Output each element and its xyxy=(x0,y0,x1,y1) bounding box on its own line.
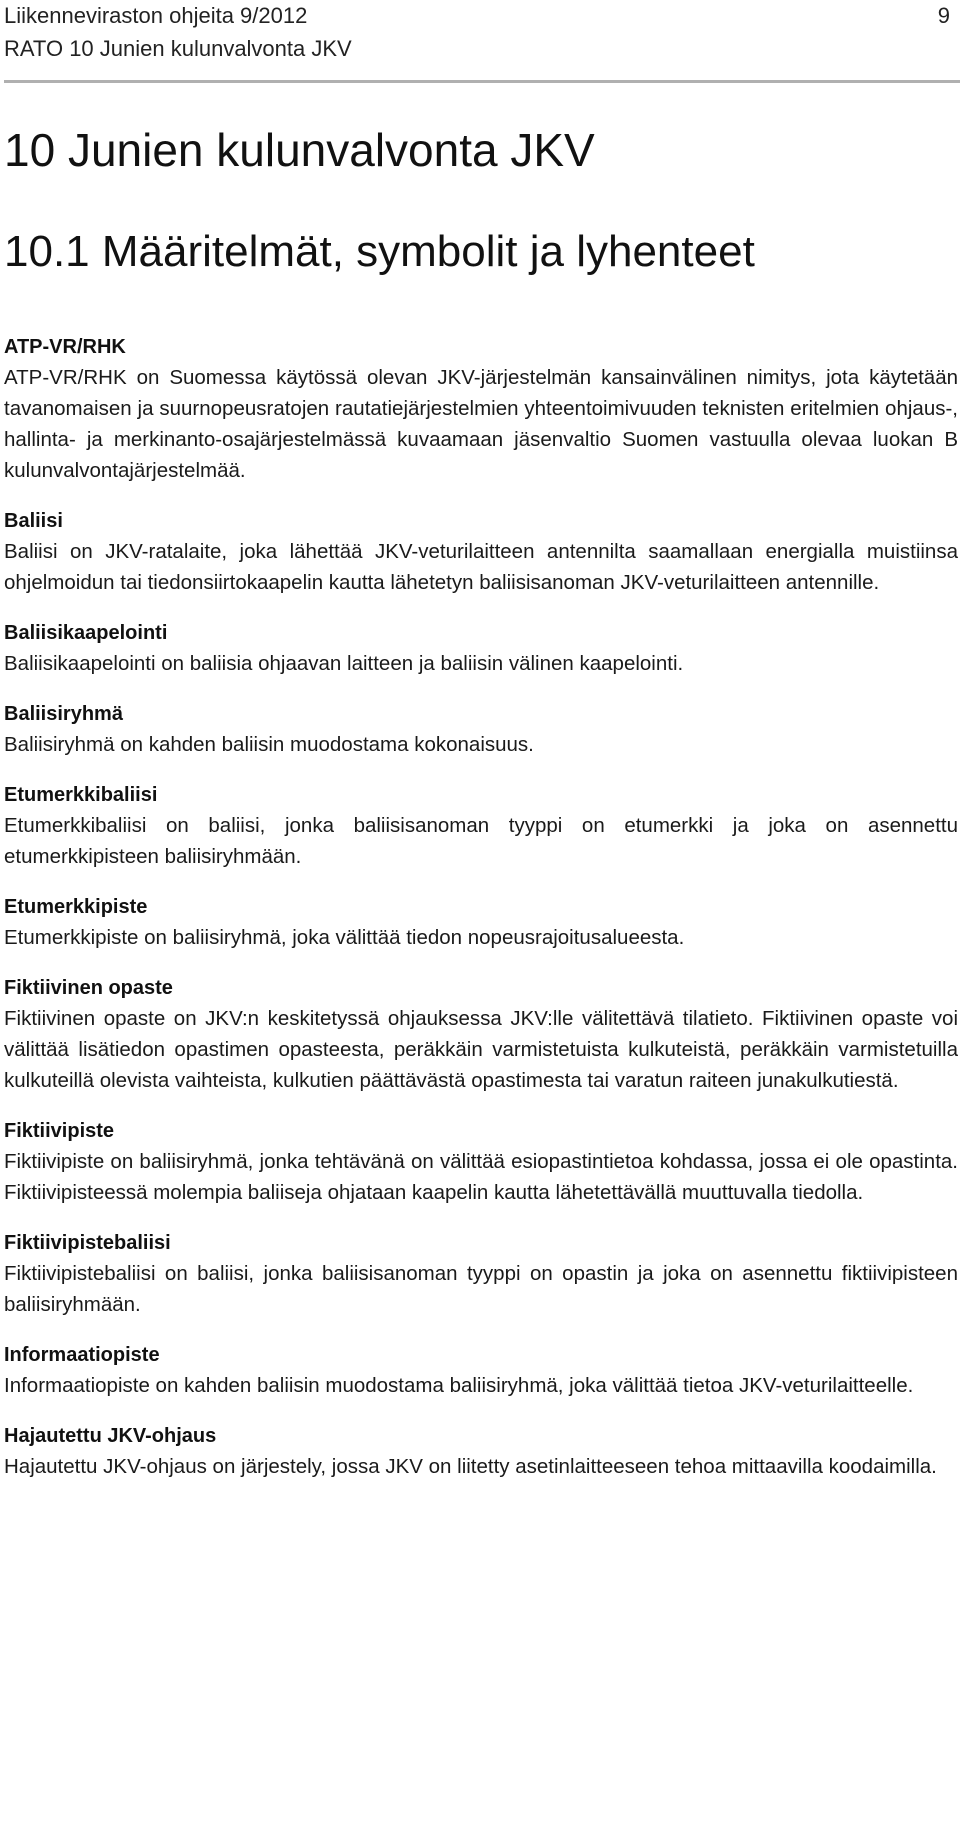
header-divider xyxy=(4,80,960,83)
running-header xyxy=(4,2,954,78)
definition-text: Baliisi on JKV-ratalaite, joka lähettää JKV-veturilaitteen antennilta saamallaan energialla muistiinsa ohjelmoidun tai tiedonsiirtokaapelin kautta lähetetyn baliisisanoman JKV-veturilaitteen antennille. xyxy=(4,540,958,594)
definition-text: Fiktiivinen opaste on JKV:n keskitetyssä ohjauksessa JKV:lle välitettävä tilatieto. Fiktiivinen opaste voi välittää lisätiedon opastimen opasteesta, peräkkäin varmistetuista kulkuteistä, peräkkäin varmistetuilla kulkuteillä olevista vaihteista, kulkutien päättävästä opastimesta tai varatun raiteen junakulkutiestä. xyxy=(4,1007,958,1092)
definition-text: Baliisikaapelointi on baliisia ohjaavan laitteen ja baliisin välinen kaapelointi. xyxy=(4,652,684,675)
definition-term: Etumerkkipiste xyxy=(4,896,148,918)
page-number: 9 xyxy=(937,3,950,28)
definition-text: Baliisiryhmä on kahden baliisin muodostama kokonaisuus. xyxy=(4,733,534,756)
definition-item xyxy=(4,1421,958,1482)
definition-term: Baliisikaapelointi xyxy=(4,622,168,644)
definition-item xyxy=(4,506,958,598)
definition-term: Baliisi xyxy=(4,510,63,532)
definition-item xyxy=(4,618,958,679)
definition-text: Informaatiopiste on kahden baliisin muodostama baliisiryhmä, joka välittää tietoa JKV-veturilaitteelle. xyxy=(4,1374,914,1397)
definition-text: Etumerkkipiste on baliisiryhmä, joka välittää tiedon nopeusrajoitusalueesta. xyxy=(4,926,685,949)
definition-text: Fiktiivipistebaliisi on baliisi, jonka baliisisanoman tyyppi on opastin ja joka on asennettu fiktiivipisteen baliisiryhmään. xyxy=(4,1262,958,1316)
definition-item xyxy=(4,1340,958,1401)
definition-term: Fiktiivinen opaste xyxy=(4,977,173,999)
publication-series: Liikenneviraston ohjeita 9/2012 xyxy=(4,3,308,28)
definition-item xyxy=(4,699,958,760)
document-title: RATO 10 Junien kulunvalvonta JKV xyxy=(4,36,352,61)
definition-text: ATP-VR/RHK on Suomessa käytössä olevan JKV-järjestelmän kansainvälinen nimitys, jota käytetään tavanomaisen ja suurnopeusratojen rautatiejärjestelmien yhteentoimivuuden teknisten eritelmien ohjaus-, hallinta- ja merkinanto-osajärjestelmässä kuvaamaan jäsenvaltio Suomen vastuulla olevaa luokan B kulunvalvontajärjestelmää. xyxy=(4,366,958,482)
definition-text: Fiktiivipiste on baliisiryhmä, jonka tehtävänä on välittää esiopastintietoa kohdassa, jossa ei ole opastinta. Fiktiivipisteessä molempia baliiseja ohjataan kaapelin kautta lähetettävällä muuttuvalla tiedolla. xyxy=(4,1150,958,1204)
definition-term: Informaatiopiste xyxy=(4,1344,160,1366)
definition-text: Hajautettu JKV-ohjaus on järjestely, jossa JKV on liitetty asetinlaitteeseen tehoa mittaavilla koodaimilla. xyxy=(4,1455,937,1478)
definition-text: Etumerkkibaliisi on baliisi, jonka baliisisanoman tyyppi on etumerkki ja joka on asennettu etumerkkipisteen baliisiryhmään. xyxy=(4,814,958,868)
definition-term: ATP-VR/RHK xyxy=(4,336,126,358)
definition-term: Fiktiivipiste xyxy=(4,1120,115,1142)
chapter-title: 10 Junien kulunvalvonta JKV xyxy=(4,124,595,176)
definition-item xyxy=(4,892,958,953)
definition-term: Fiktiivipistebaliisi xyxy=(4,1232,171,1254)
definition-item xyxy=(4,1116,958,1208)
definition-term: Baliisiryhmä xyxy=(4,703,123,725)
definitions-list xyxy=(4,332,958,1502)
definition-item xyxy=(4,332,958,486)
definition-item xyxy=(4,973,958,1096)
definition-term: Hajautettu JKV-ohjaus xyxy=(4,1425,217,1447)
definition-item xyxy=(4,1228,958,1320)
definition-term: Etumerkkibaliisi xyxy=(4,784,158,806)
section-title: 10.1 Määritelmät, symbolit ja lyhenteet xyxy=(4,227,755,276)
definition-item xyxy=(4,780,958,872)
